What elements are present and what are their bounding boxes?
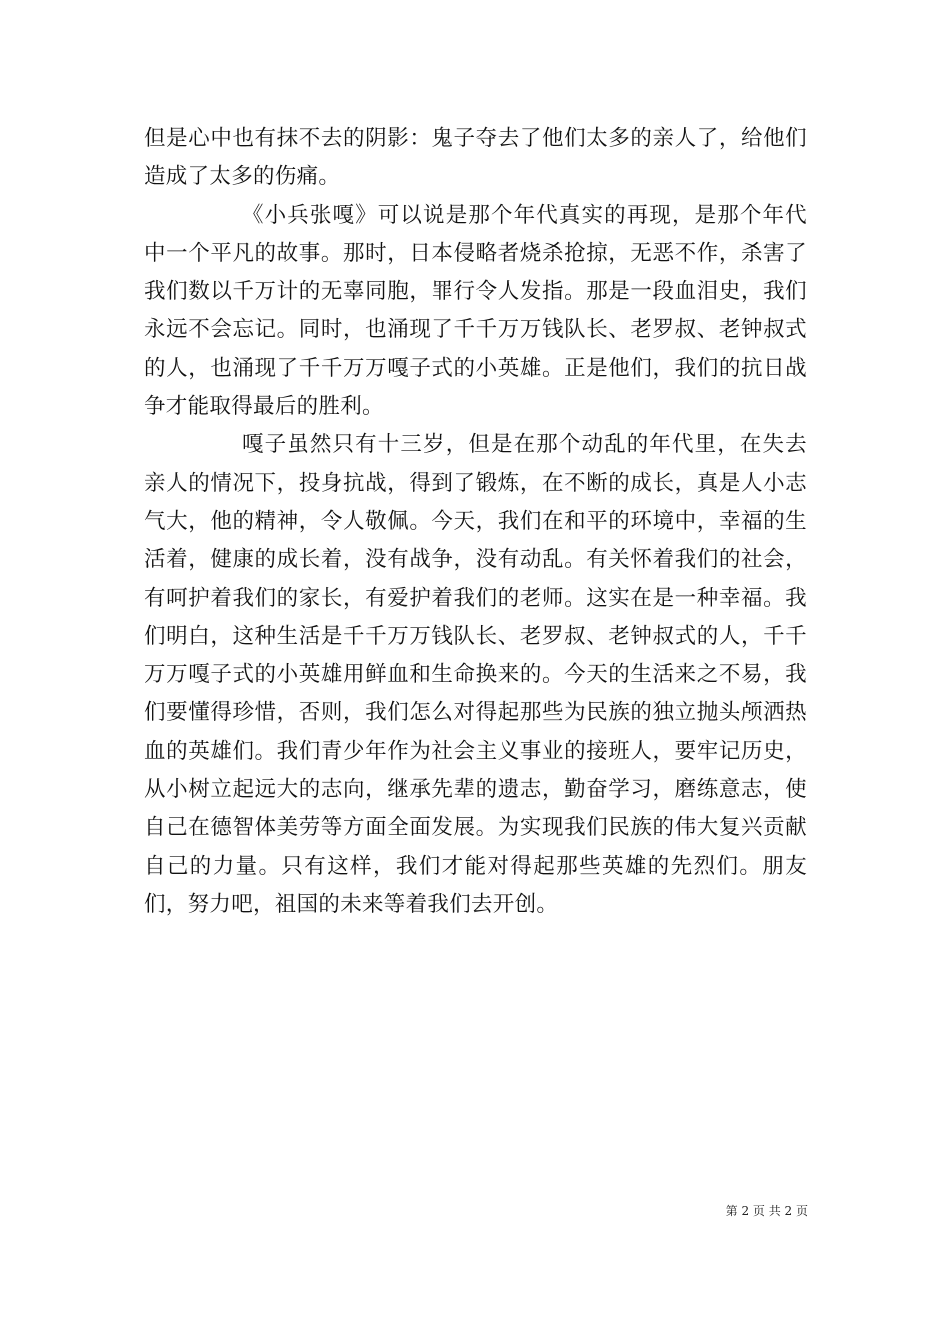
page-number-footer: 第 2 页 共 2 页 — [725, 1204, 808, 1218]
paragraph-2: 《小兵张嘎》可以说是那个年代真实的再现，是那个年代中一个平凡的故事。那时，日本侵略者烧杀抢掠，无恶不作，杀害了我们数以千万计的无辜同胞，罪行令人发指。那是一段血泪史，我们永远不会忘记。同时，也涌现了千千万万钱队长、老罗叔、老钟叔式的人，也涌现了千千万万嘎子式的小英雄。正是他们，我们的抗日战争才能取得最后的胜利。 — [144, 202, 807, 420]
body-text — [144, 120, 807, 924]
paragraph-3: 嘎子虽然只有十三岁，但是在那个动乱的年代里，在失去亲人的情况下，投身抗战，得到了锻炼，在不断的成长，真是人小志气大，他的精神，令人敬佩。今天，我们在和平的环境中，幸福的生活着，健康的成长着，没有战争，没有动乱。有关怀着我们的社会，有呵护着我们的家长，有爱护着我们的老师。这实在是一种幸福。我们明白，这种生活是千千万万钱队长、老罗叔、老钟叔式的人，千千万万嘎子式的小英雄用鲜血和生命换来的。今天的生活来之不易，我们要懂得珍惜，否则，我们怎么对得起那些为民族的独立抛头颅洒热血的英雄们。我们青少年作为社会主义事业的接班人，要牢记历史，从小树立起远大的志向，继承先辈的遗志，勤奋学习，磨练意志，使自己在德智体美劳等方面全面发展。为实现我们民族的伟大复兴贡献自己的力量。只有这样，我们才能对得起那些英雄的先烈们。朋友们，努力吧，祖国的未来等着我们去开创。 — [144, 432, 807, 917]
paragraph-1: 但是心中也有抹不去的阴影：鬼子夺去了他们太多的亲人了，给他们造成了太多的伤痛。 — [144, 126, 807, 190]
